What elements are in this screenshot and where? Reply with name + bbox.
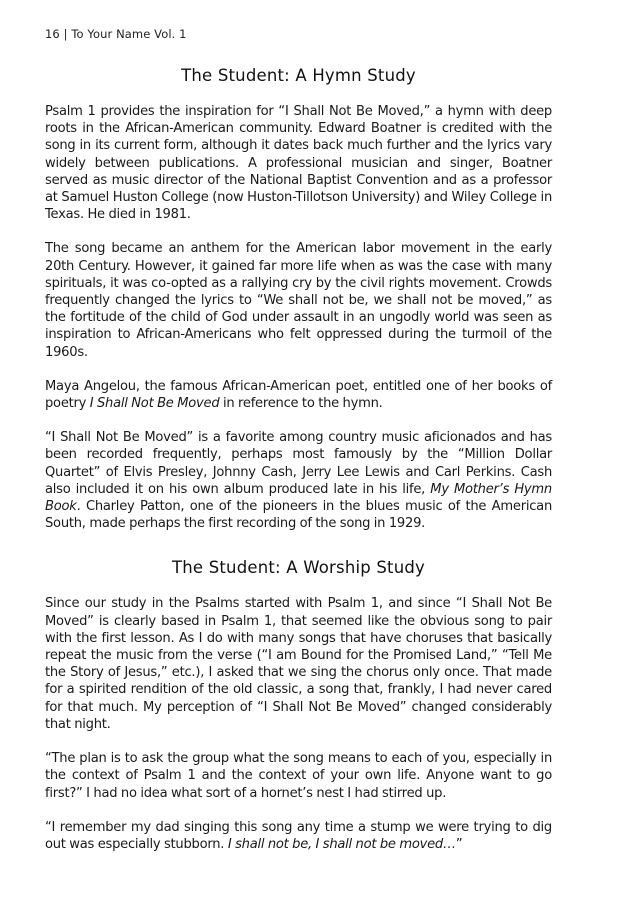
section-title-worship-study: The Student: A Worship Study <box>171 558 426 578</box>
paragraph-labor-movement: The song became an anthem for the American labor movement in the early 20th Century. However, it gained far more life when as was the case with many spirituals, it was co-opted as a rallying cry by the civil rights movement. Crowds frequently changed the lyrics to “We shall not be, we shall not be moved,” as the fortitude of the child of God under assault in an ungodly world was seen as inspiration to African-Americans who felt oppressed during the turmoil of the 1960s. <box>45 241 552 360</box>
page-content <box>45 66 552 870</box>
album-title-italic: My Mother’s Hymn Book <box>45 481 552 515</box>
running-head: 16 | To Your Name Vol. 1 <box>45 27 187 41</box>
paragraph-country-music <box>45 429 552 532</box>
text-run: “I Shall Not Be Moved” is a favorite among country music aficionados and has been recorded frequently, perhaps most famously by the “Million Dollar Quartet” of Elvis Presley, Johnny Cash, Jerry Lee Lewis and Carl Perkins. Cash also included it on his own album produced late in his life, <box>45 430 552 497</box>
lyric-italic: I shall not be, I shall not be moved… <box>227 836 456 852</box>
paragraph-the-plan: “The plan is to ask the group what the song means to each of you, especially in the context of Psalm 1 and the context of your own life. Anyone want to go first?” I had no idea what sort of a hornet’s nest I had stirred up. <box>45 751 552 801</box>
book-title-italic: I Shall Not Be Moved <box>89 396 220 412</box>
paragraph-boatner: Psalm 1 provides the inspiration for “I Shall Not Be Moved,” a hymn with deep roots in the African-American community. Edward Boatner is credited with the song in its current form, although it dates back much further and the lyrics vary widely between publications. A professional musician and singer, Boatner served as music director of the National Baptist Convention and as a professor at Samuel Huston College (now Huston-Tillotson University) and Wiley College in Texas. He died in 1981. <box>45 104 552 223</box>
paragraph-psalm-study: Since our study in the Psalms started with Psalm 1, and since “I Shall Not Be Moved” is clearly based in Psalm 1, that seemed like the obvious song to pair with the first lesson. As I do with many songs that have choruses that basically repeat the music from the verse (“I am Bound for the Promised Land,” “Tell Me the Story of Jesus,” etc.), I asked that we sing the chorus only once. That made for a spirited rendition of the old classic, a song that, frankly, I had never cared for that much. My perception of “I Shall Not Be Moved” changed considerably that night. <box>45 596 552 732</box>
text-run: Maya Angelou, the famous African-American poet, entitled one of her books of poetry <box>45 378 552 412</box>
text-run: ” <box>455 836 463 852</box>
text-run: in reference to the hymn. <box>219 396 383 412</box>
paragraph-maya-angelou <box>45 378 552 412</box>
text-run: . Charley Patton, one of the pioneers in the blues music of the American South, made perhaps the first recording of the song in 1929. <box>45 499 552 532</box>
text-run: “I remember my dad singing this song any time a stump we were trying to dig out was especially stubborn. <box>45 819 552 852</box>
paragraph-dad-singing <box>45 819 552 853</box>
section-title-hymn-study: The Student: A Hymn Study <box>181 66 416 85</box>
